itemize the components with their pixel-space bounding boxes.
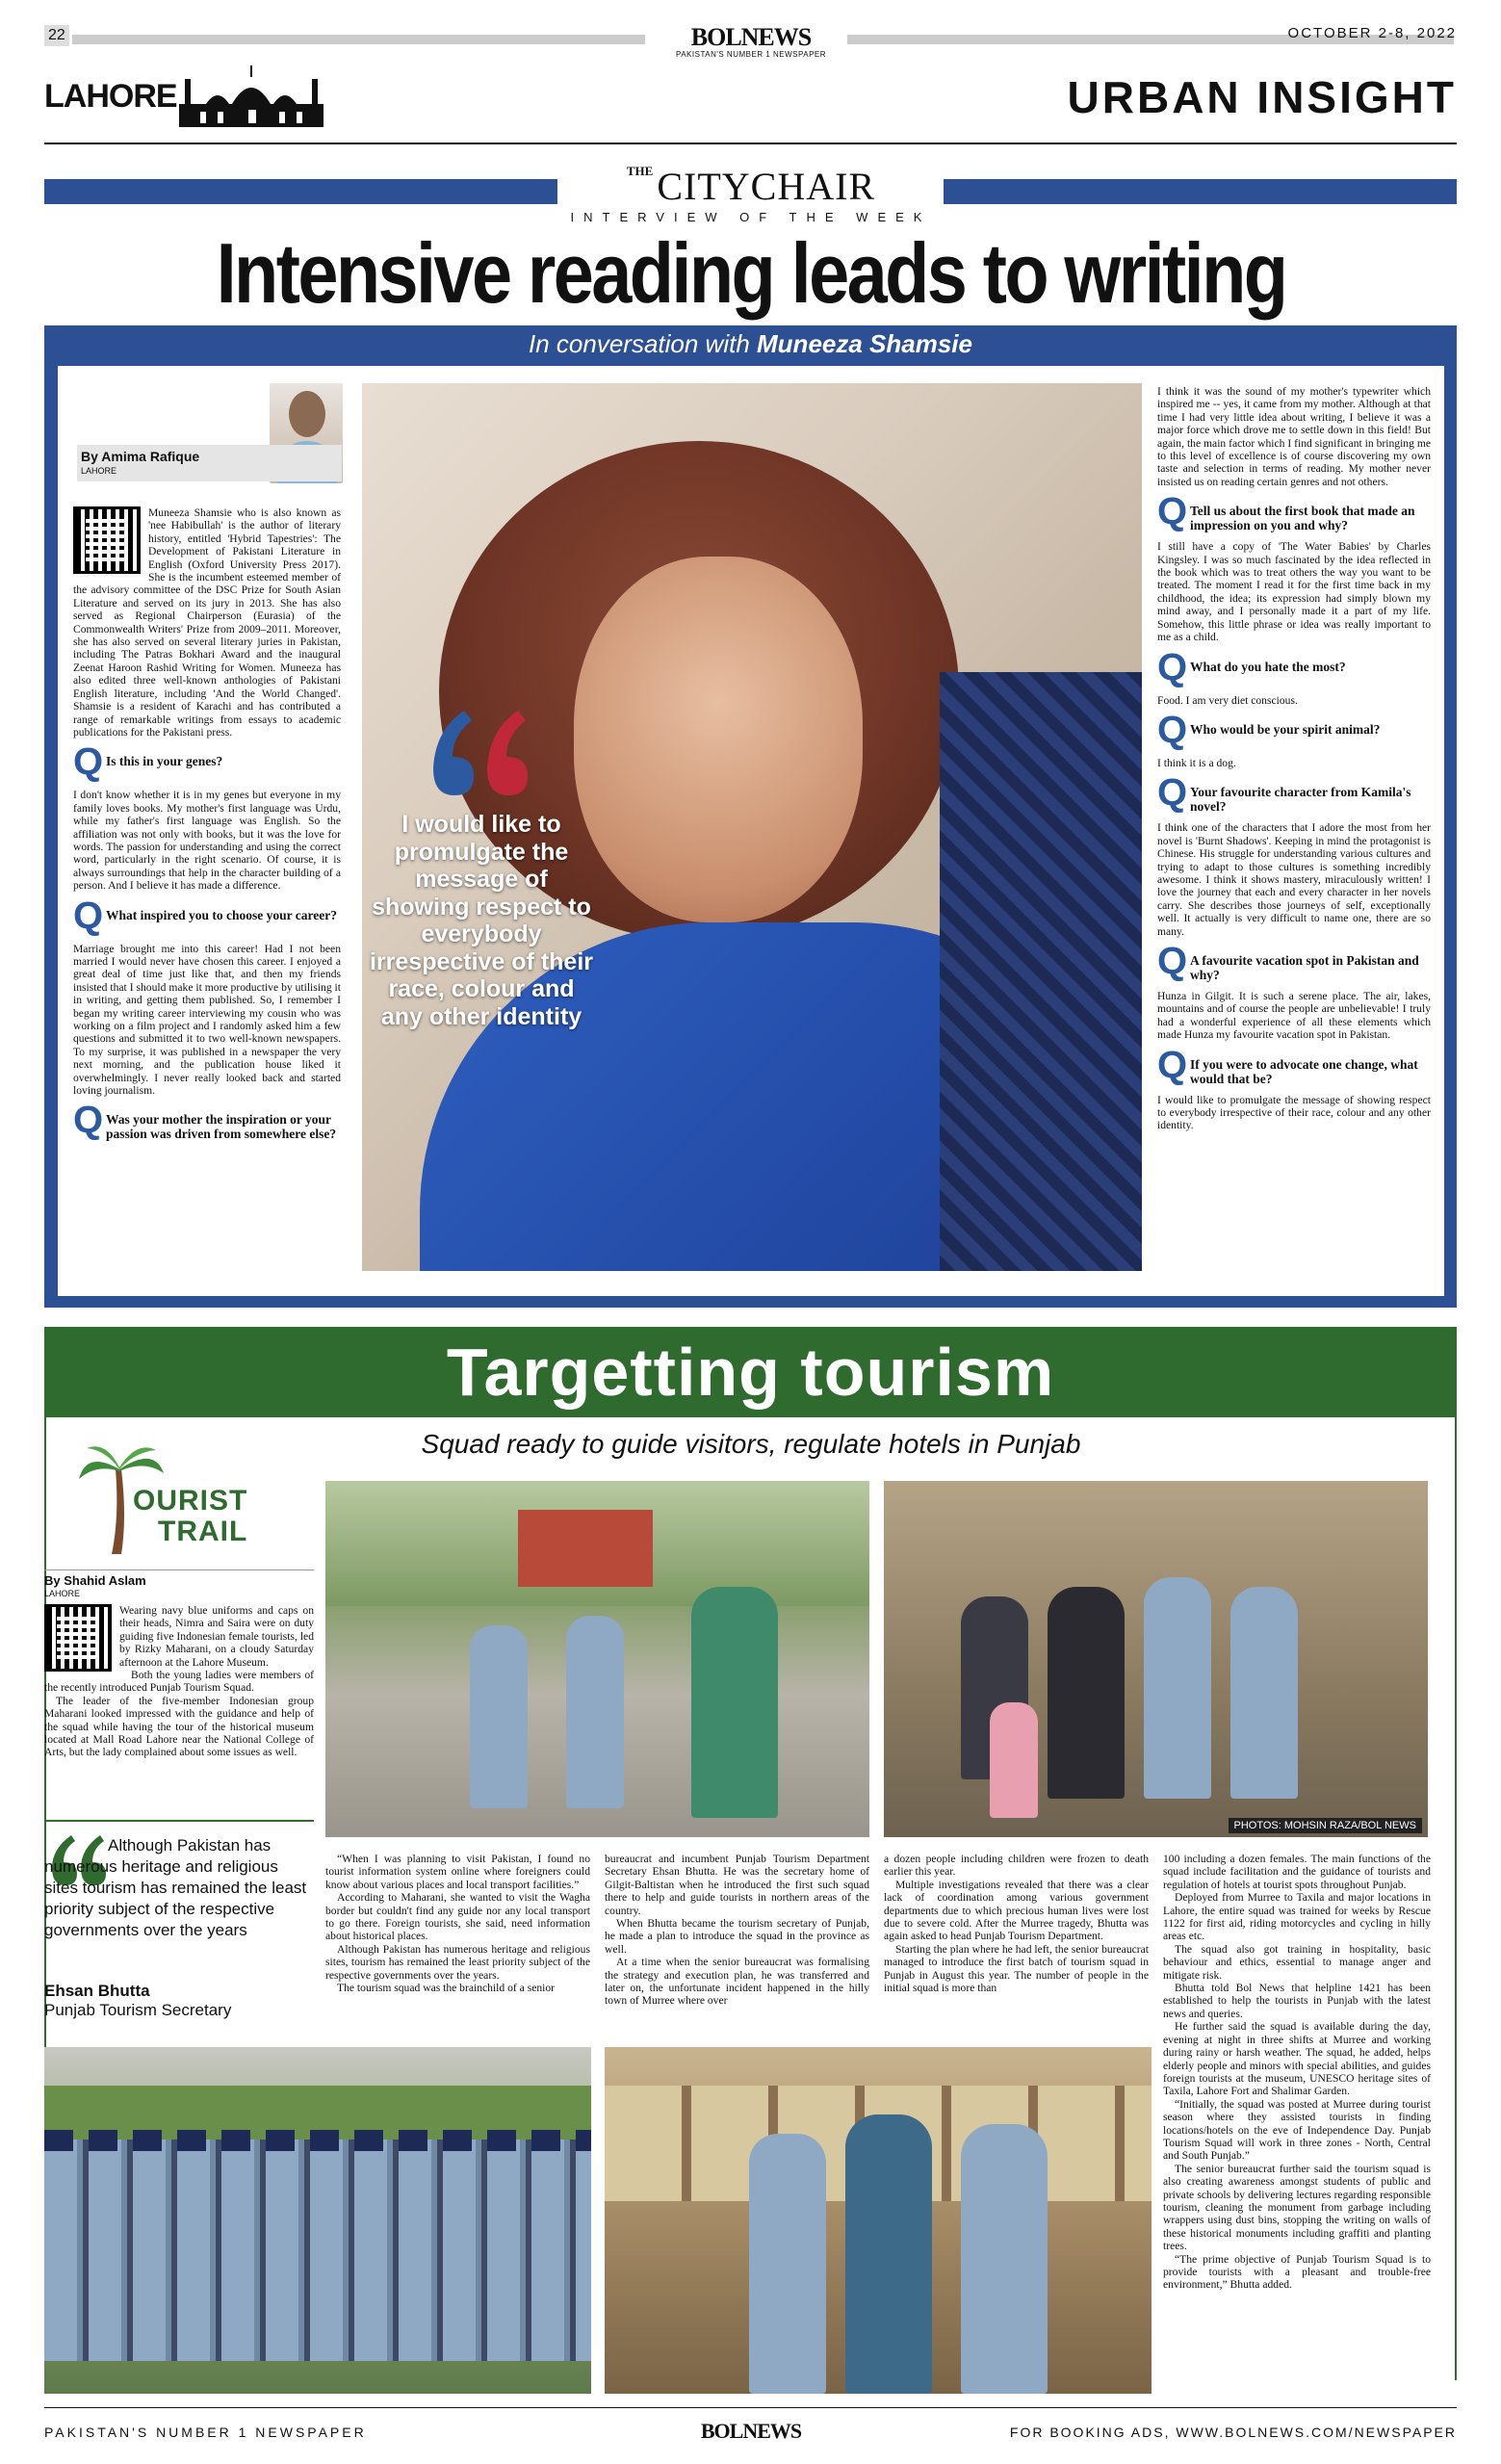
- answer-1: I don't know whether it is in my genes but everyone in my family loves books. My mother's first language was Urdu, while my father's first language was English. So the affiliation was not only with books, but it was the love for words. The passion for understanding and using the correct word, particularly in the right scenario. Of course, it is always surroundings that help in the character building of a person. And I believe it has made a difference.: [73, 789, 341, 893]
- answer-9: I would like to promulgate the message of showing respect to everybody irrespective of their race, colour and any other identity.: [1157, 1093, 1431, 1132]
- tourist-trail-logo: [77, 1440, 260, 1556]
- photo-squad-parade: [44, 2047, 591, 2394]
- question-5: [1157, 645, 1431, 688]
- footer-logo: BOLNEWS: [700, 2419, 802, 2443]
- question-1: [73, 740, 341, 784]
- tourism-headline: Targetting tourism: [446, 1335, 1055, 1410]
- question-7: [1157, 771, 1431, 815]
- q-mark-icon: Q: [1157, 645, 1188, 688]
- photo-squad-with-visitor: [605, 2047, 1152, 2394]
- logo-bottom-text: TRAIL: [158, 1516, 248, 1547]
- col2-p2: According to Maharani, she wanted to visit the Wagha border but couldn't find any guide nor any local transport to go there. Foreign tourists, she said, need information about historical places.: [325, 1891, 590, 1943]
- answer-4: I still have a copy of 'The Water Babies' by Charles Kingsley. I was so much fascinated by the idea reflected in the book which was to treat others the way you want to be treated. The moment I read it for the first time back in my childhood, the idea; its expression had simply blown my mind away, and I personally made it a part of my life. Somehow, this little phrase or idea was really important to me as a child.: [1157, 540, 1431, 644]
- question-2: [73, 894, 341, 937]
- section-title: URBAN INSIGHT: [1067, 72, 1457, 122]
- question-4: [1157, 490, 1431, 533]
- question-3: [73, 1099, 341, 1142]
- page-number: 22: [44, 25, 69, 46]
- quote-mark-icon: [426, 711, 528, 797]
- question-9: [1157, 1043, 1431, 1086]
- question-text: Your favourite character from Kamila's novel?: [1190, 785, 1411, 815]
- author-place: LAHORE: [81, 466, 117, 476]
- col4-p2: Multiple investigations revealed that there was a clear lack of coordination among various government departments due to which precious human lives were lost due to severe cold. After the Murree tragedy, Bhutta was again asked to head Punjab Tourism Department.: [884, 1878, 1149, 1943]
- tourism-byline: By Shahid Aslam: [44, 1573, 146, 1588]
- question-text: Was your mother the inspiration or your passion was driven from somewhere else?: [106, 1112, 337, 1142]
- col5-p7: The senior bureaucrat further said the tourism squad is also creating awareness amongst students of public and private schools by delivering lectures regarding responsible tourism, cleaning the monument from garbage including wrappers using dust bins, stopping the writing on walls of these historical monuments including graffiti and planting trees.: [1163, 2162, 1431, 2253]
- brand-small: THE: [626, 164, 654, 178]
- answer-7: I think one of the characters that I adore the most from her novel is 'Burnt Shadows'. Keeping in mind the protagonist is Chinese. His struggle for understanding various cultures and trying to adapt to those cultures is something incredibly awesome. I think it shows mastery, miraculously written! I love the journey that each and every character in her novels carry. She describes those journeys of self, exceptionally well. It actually is very difficult to name one, there are so many.: [1157, 821, 1431, 938]
- question-text: Tell us about the first book that made an impression on you and why?: [1190, 504, 1415, 533]
- photo-credit: PHOTOS: MOHSIN RAZA/BOL NEWS: [1229, 1818, 1422, 1833]
- quote-title: Punjab Tourism Secretary: [44, 2001, 232, 2019]
- q-mark-icon: Q: [1157, 771, 1188, 815]
- col2-p3: Although Pakistan has numerous heritage and religious sites, tourism has remained the least priority subject of the respective governments over the years.: [325, 1942, 590, 1982]
- masthead: [664, 25, 838, 59]
- tourism-col-1: [44, 1604, 314, 1759]
- question-text: Is this in your genes?: [106, 754, 223, 769]
- interview-col-3: [1157, 385, 1431, 1132]
- city-name: LAHORE: [44, 78, 177, 115]
- question-text: If you were to advocate one change, what would that be?: [1190, 1056, 1418, 1086]
- col5-p3: The squad also got training in hospitality, basic behaviour and ethics, essential to manage anger and mitigate risk.: [1163, 1942, 1431, 1982]
- logo-top-text: OURIST: [133, 1485, 248, 1517]
- quote-text: Although Pakistan has numerous heritage and religious sites tourism has remained the least priority subject of the respective governments over the years: [44, 1836, 307, 1939]
- tourism-col-3: [605, 1853, 869, 2008]
- photo-squad-guiding-tourist: [325, 1481, 869, 1837]
- subhead-name: Muneeza Shamsie: [757, 329, 972, 358]
- qr-code-icon: [73, 506, 141, 574]
- col5-p4: Bhutta told Bol News that helpline 1421 has been established to help the tourists in Punjab with the latest news and queries.: [1163, 1982, 1431, 2020]
- q-mark-icon: Q: [1157, 1043, 1188, 1086]
- tourism-quote-text: [44, 1835, 314, 1941]
- col5-p6: “Initially, the squad was posted at Murree during tourist season where they assisted tourists in finding locations/hotels on the eve of Independence Day. Punjab Tourism Squad will work in three zones - North, Central and South Punjab.”: [1163, 2097, 1431, 2163]
- intro-text: Muneeza Shamsie who is also known as 'nee Habibullah' is the author of literary history, entitled 'Hybrid Tapestries': The Development of Pakistani Literature in English (Oxford University Press 2017). She is the incumbent esteemed member of the advisory committee of the DSC Prize for South Asian Literature and served on its jury in 2013. She has also served as Regional Chairperson (Eurasia) of the Commonwealth Writers' Prize from 2009–2011. Moreover, she has also served on several literary juries in Pakistan, including The Patras Bokhari Award and the inaugural Zeenat Haroon Rashid Writing for Women. Muneeza has also edited three well-known anthologies of Pakistani English literature, including 'And the World Changed'. Shamsie is a resident of Karachi and has contributed a range of remarkable writings from essays to academic publications for the Pakistani press.: [73, 506, 341, 739]
- col3-p1: bureaucrat and incumbent Punjab Tourism Department Secretary Ehsan Bhutta. He was the secretary home of Gilgit-Baltistan when he introduced the first such squad there to help and guide tourists in northern areas of the country.: [605, 1853, 869, 1917]
- col3-p2: When Bhutta became the tourism secretary of Punjab, he made a plan to introduce the squad in the province as well.: [605, 1917, 869, 1956]
- brand-name: CITYCHAIR: [657, 165, 876, 208]
- q-mark-icon: Q: [73, 1099, 104, 1142]
- col2-p4: The tourism squad was the brainchild of a senior: [337, 1982, 556, 1995]
- col5-p2: Deployed from Murree to Taxila and major locations in Lahore, the entire squad was trained for weeks by Rescue 1122 for first aid, riding motorcycles and cycling in hilly areas etc.: [1163, 1891, 1431, 1943]
- question-text: A favourite vacation spot in Pakistan and why?: [1190, 952, 1419, 982]
- tourism-col-5: [1163, 1853, 1431, 2292]
- question-text: What inspired you to choose your career?: [106, 907, 337, 922]
- header-rule-left: [72, 35, 645, 44]
- header-divider: [44, 143, 1457, 144]
- col3-p3: At a time when the senior bureaucrat was formalising the strategy and execution plan, he was transferred and later on, the unfortunate incident happened in the hilly town of Murree where over: [605, 1956, 869, 2008]
- tourism-byline-place: LAHORE: [44, 1589, 81, 1598]
- question-8: [1157, 939, 1431, 982]
- citychair-bar-right: [944, 179, 1457, 204]
- tourism-frame-right: [1455, 1417, 1457, 2380]
- interview-subhead: [44, 325, 1457, 362]
- tourism-col-2: [325, 1853, 590, 1994]
- q-mark-icon: Q: [73, 894, 104, 937]
- col4-p3: Starting the plan where he had left, the senior bureaucrat managed to introduce the first batch of tourism squad in Punjab in August this year. The number of people in the initial squad is more than: [884, 1942, 1149, 1995]
- masthead-tagline: PAKISTAN'S NUMBER 1 NEWSPAPER: [675, 50, 827, 59]
- interview-headline: Intensive reading leads to writing: [216, 225, 1286, 321]
- col2-p1: “When I was planning to visit Pakistan, I found no tourist information system online where foreigners could know about various places and local transport facilities.”: [325, 1853, 590, 1891]
- tourism-byline-rule: [44, 1569, 314, 1570]
- citychair-brand: [578, 164, 924, 209]
- answer-8: Hunza in Gilgit. It is such a serene place. The air, lakes, mountains and of course the people are unbelievable! I truly had a wonderful experience of all these elements which made Hunza my favourite vacation spot in Pakistan.: [1157, 989, 1431, 1042]
- col5-p8: “The prime objective of Punjab Tourism Squad is to provide tourists with a pleasant and trouble-free environment,” Bhutta added.: [1163, 2252, 1431, 2292]
- answer-6: I think it is a dog.: [1157, 756, 1236, 769]
- tourism-subhead: Squad ready to guide visitors, regulate hotels in Punjab: [421, 1429, 1081, 1459]
- answer-3: I think it was the sound of my mother's typewriter which inspired me -- yes, it came from my mother. Although at that time I had very little idea about writing, I believe it was a major force which drove me to settle down in this field! But again, the main factor which I find significant in bringing me to this level of excellence is of course discovering my own taste and selection in terms of reading. My mother never insisted us on reading certain genres and not others.: [1157, 385, 1431, 488]
- tourism-p1: Wearing navy blue uniforms and caps on their heads, Nimra and Saira were on duty guiding five Indonesian female tourists, led by Rizky Maharani, on a cloudy Saturday afternoon at the Lahore Museum.: [119, 1604, 314, 1669]
- tourism-col-4: [884, 1853, 1149, 1994]
- col5-p1: 100 including a dozen females. The main functions of the squad include facilitation and the guidance of tourists and regulation of hotels at tourist spots throughout Punjab.: [1163, 1853, 1431, 1891]
- col4-p1: a dozen people including children were frozen to death earlier this year.: [884, 1853, 1149, 1879]
- quote-name: Ehsan Bhutta: [44, 1982, 150, 2000]
- photo-squad-at-museum: [884, 1481, 1428, 1837]
- answer-5: Food. I am very diet conscious.: [1157, 693, 1298, 707]
- subhead-lead: In conversation with: [529, 329, 758, 358]
- interview-kicker: INTERVIEW OF THE WEEK: [570, 210, 932, 224]
- footer-right: FOR BOOKING ADS, WWW.BOLNEWS.COM/NEWSPAPER: [1009, 2425, 1457, 2440]
- mosque-skyline-icon: [179, 65, 323, 127]
- question-text: Who would be your spirit animal?: [1190, 721, 1381, 737]
- city-label: [44, 65, 323, 127]
- qr-code-icon: [44, 1604, 112, 1672]
- footer-rule: [44, 2407, 1457, 2408]
- tourism-p2: Both the young ladies were members of the recently introduced Punjab Tourism Squad.: [44, 1669, 314, 1695]
- q-mark-icon: Q: [1157, 708, 1188, 751]
- q-mark-icon: Q: [73, 740, 104, 784]
- question-text: What do you hate the most?: [1190, 659, 1346, 674]
- citychair-bar-left: [44, 179, 557, 204]
- footer-left: PAKISTAN'S NUMBER 1 NEWSPAPER: [44, 2425, 367, 2440]
- tourism-p3: The leader of the five-member Indonesian group Maharani looked impressed with the guidance and help of the squad while having the tour of the historical museum located at Mall Road Lahore near the National College of Arts, but the lady complained about some issues as well.: [44, 1694, 314, 1759]
- issue-date: OCTOBER 2-8, 2022: [1287, 25, 1457, 41]
- q-mark-icon: Q: [1157, 939, 1188, 982]
- interview-col-1: [73, 506, 341, 1149]
- q-mark-icon: Q: [1157, 490, 1188, 533]
- masthead-logo: BOLNEWS: [690, 23, 812, 51]
- col5-p5: He further said the squad is available during the day, evening at night in three shifts at Murree and working during rainy or harsh weather. The squad, he added, helps elderly people and minors with special abilities, and guides foreign tourists at the museum, UNESCO heritage sites of Taxila, Lahore Fort and Shalimar Garden.: [1163, 2020, 1431, 2098]
- author-byline: By Amima Rafique: [81, 449, 200, 464]
- interview-pullquote: I would like to promulgate the message of showing respect to everybody irrespective of their race, colour and any other identity: [369, 811, 594, 1030]
- question-6: [1157, 708, 1431, 751]
- answer-2: Marriage brought me into this career! Had I not been married I would never have chosen this career. I enjoyed a great deal of time just like that, and then my friends insisted that I should make it more productive by utilising it in writing, and getting them published. So, I remember I began my writing career interviewing my cousin who was working on a film project and I randomly asked him a few questions and submitted it to two well-known newspapers. To my surprise, it was published in a newspaper the very next morning, and the publication house liked it overwhelmingly. I never really looked back and started loving journalism.: [73, 942, 341, 1098]
